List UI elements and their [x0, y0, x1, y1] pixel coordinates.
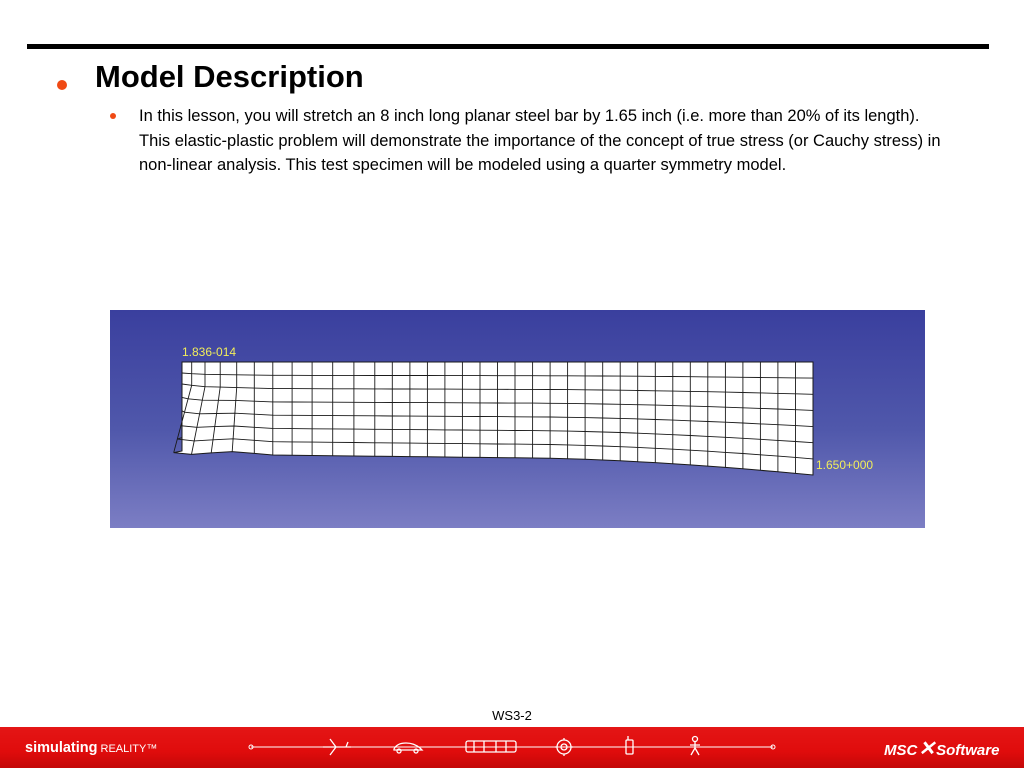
footer-bar	[0, 727, 1024, 768]
phone-icon	[626, 736, 633, 754]
tagline-small: REALITY™	[100, 743, 158, 755]
tagline-bold: simulating	[25, 740, 98, 756]
page-number: WS3-2	[492, 708, 532, 723]
mesh-figure	[110, 310, 925, 528]
label-displacement-value: 1.650+000	[816, 458, 874, 472]
lesson-description: In this lesson, you will stretch an 8 inch long planar steel bar by 1.65 inch (i.e. more than 20% of its length). This elastic-plastic problem will demonstrate the importance of the concept of true stress (or Cauchy stress) in non-linear analysis. This test specimen will be modeled using a quarter symmetry model.	[139, 107, 941, 174]
footer-tagline	[25, 739, 157, 757]
plane-icon	[323, 739, 351, 755]
bullet-level-2	[110, 113, 116, 119]
top-rule	[27, 44, 989, 49]
car-icon	[394, 743, 422, 753]
footer-icon-strip	[248, 733, 778, 761]
label-max-value: 1.836-014	[182, 345, 237, 359]
person-icon	[690, 737, 700, 756]
logo-swoosh-icon: ✕	[918, 738, 936, 760]
msc-software-logo	[884, 736, 999, 761]
fea-mesh	[110, 310, 925, 528]
logo-msc: MSC	[884, 742, 918, 759]
mesh-outline	[174, 362, 813, 475]
bullet-level-1	[57, 80, 67, 90]
slide-heading: Model Description	[95, 59, 364, 94]
logo-software: Software	[936, 742, 1000, 759]
